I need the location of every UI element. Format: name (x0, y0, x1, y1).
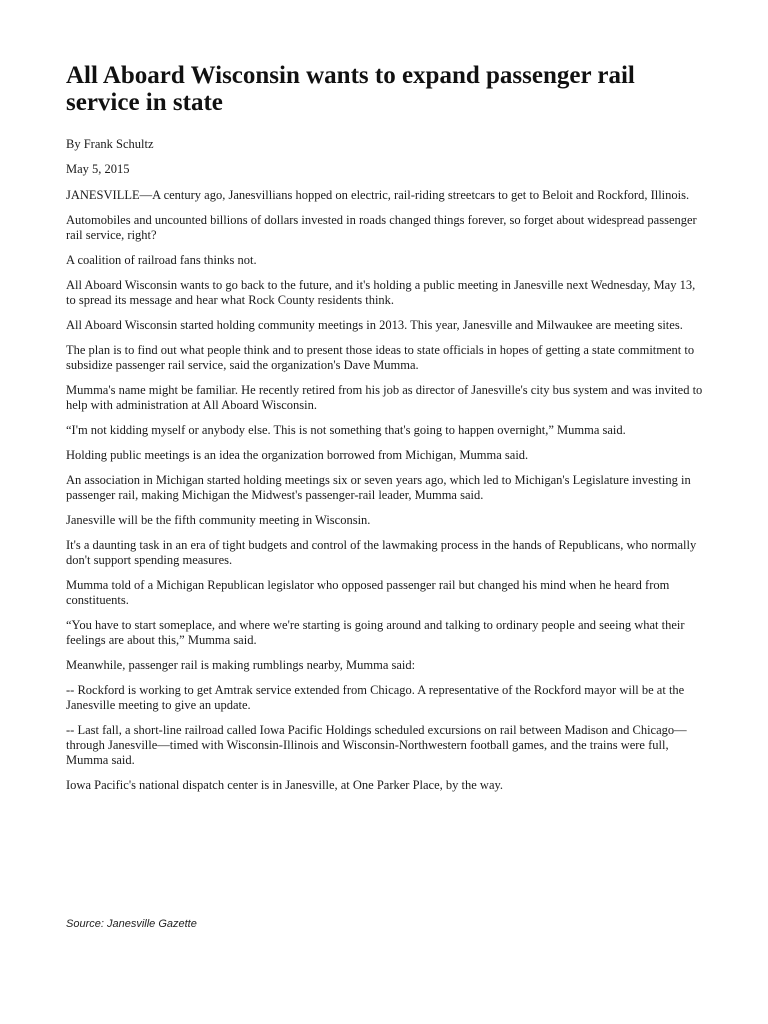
article-paragraph: Iowa Pacific's national dispatch center is in Janesville, at One Parker Place, by the way. (66, 778, 504, 792)
article-paragraph: -- Last fall, a short-line railroad called Iowa Pacific Holdings scheduled excursions on rail between Madison and Chicago—through Janesville—timed with Wisconsin-Illinois and Wisconsin-Northwestern football games, and the trains were full, Mumma said. (66, 723, 687, 767)
article-paragraph: Holding public meetings is an idea the organization borrowed from Michigan, Mumma said. (66, 448, 529, 462)
article-paragraph: A coalition of railroad fans thinks not. (66, 253, 257, 267)
article-paragraph: The plan is to find out what people think and to present those ideas to state officials in hopes of getting a state commitment to subsidize passenger rail service, said the organization's Dave Mumma. (66, 343, 695, 372)
article-paragraph: All Aboard Wisconsin started holding community meetings in 2013. This year, Janesville and Milwaukee are meeting sites. (66, 318, 683, 332)
article-paragraph: Mumma told of a Michigan Republican legislator who opposed passenger rail but changed his mind when he heard from constituents. (66, 578, 670, 607)
article-paragraph: An association in Michigan started holding meetings six or seven years ago, which led to Michigan's Legislature investing in passenger rail, making Michigan the Midwest's passenger-rail leader, Mumma said. (66, 473, 691, 502)
article-paragraph: All Aboard Wisconsin wants to go back to the future, and it's holding a public meeting in Janesville next Wednesday, May 13, to spread its message and hear what Rock County residents think. (66, 278, 696, 307)
article-paragraph: Automobiles and uncounted billions of dollars invested in roads changed things forever, so forget about widespread passenger rail service, right? (66, 213, 697, 242)
source-credit: Source: Janesville Gazette (66, 918, 197, 930)
article-paragraph: “I'm not kidding myself or anybody else. This is not something that's going to happen overnight,” Mumma said. (66, 423, 626, 437)
article-paragraph: Mumma's name might be familiar. He recently retired from his job as director of Janesville's city bus system and was invited to help with administration at All Aboard Wisconsin. (66, 383, 703, 412)
article-paragraph: Meanwhile, passenger rail is making rumblings nearby, Mumma said: (66, 658, 416, 672)
article-paragraph: Janesville will be the fifth community meeting in Wisconsin. (66, 513, 371, 527)
article-date: May 5, 2015 (66, 162, 130, 176)
article-paragraph: “You have to start someplace, and where we're starting is going around and talking to ordinary people and seeing what their feelings are about this,” Mumma said. (66, 618, 685, 647)
article-paragraph: It's a daunting task in an era of tight budgets and control of the lawmaking process in the hands of Republicans, who normally don't support spending measures. (66, 538, 697, 567)
article-paragraph: -- Rockford is working to get Amtrak service extended from Chicago. A representative of the Rockford mayor will be at the Janesville meeting to give an update. (66, 683, 685, 712)
article (66, 62, 706, 803)
article-paragraph: JANESVILLE—A century ago, Janesvillians hopped on electric, rail-riding streetcars to get to Beloit and Rockford, Illinois. (66, 188, 690, 202)
article-body (66, 188, 706, 793)
article-byline: By Frank Schultz (66, 137, 154, 151)
article-headline: All Aboard Wisconsin wants to expand passenger rail service in state (66, 62, 635, 116)
